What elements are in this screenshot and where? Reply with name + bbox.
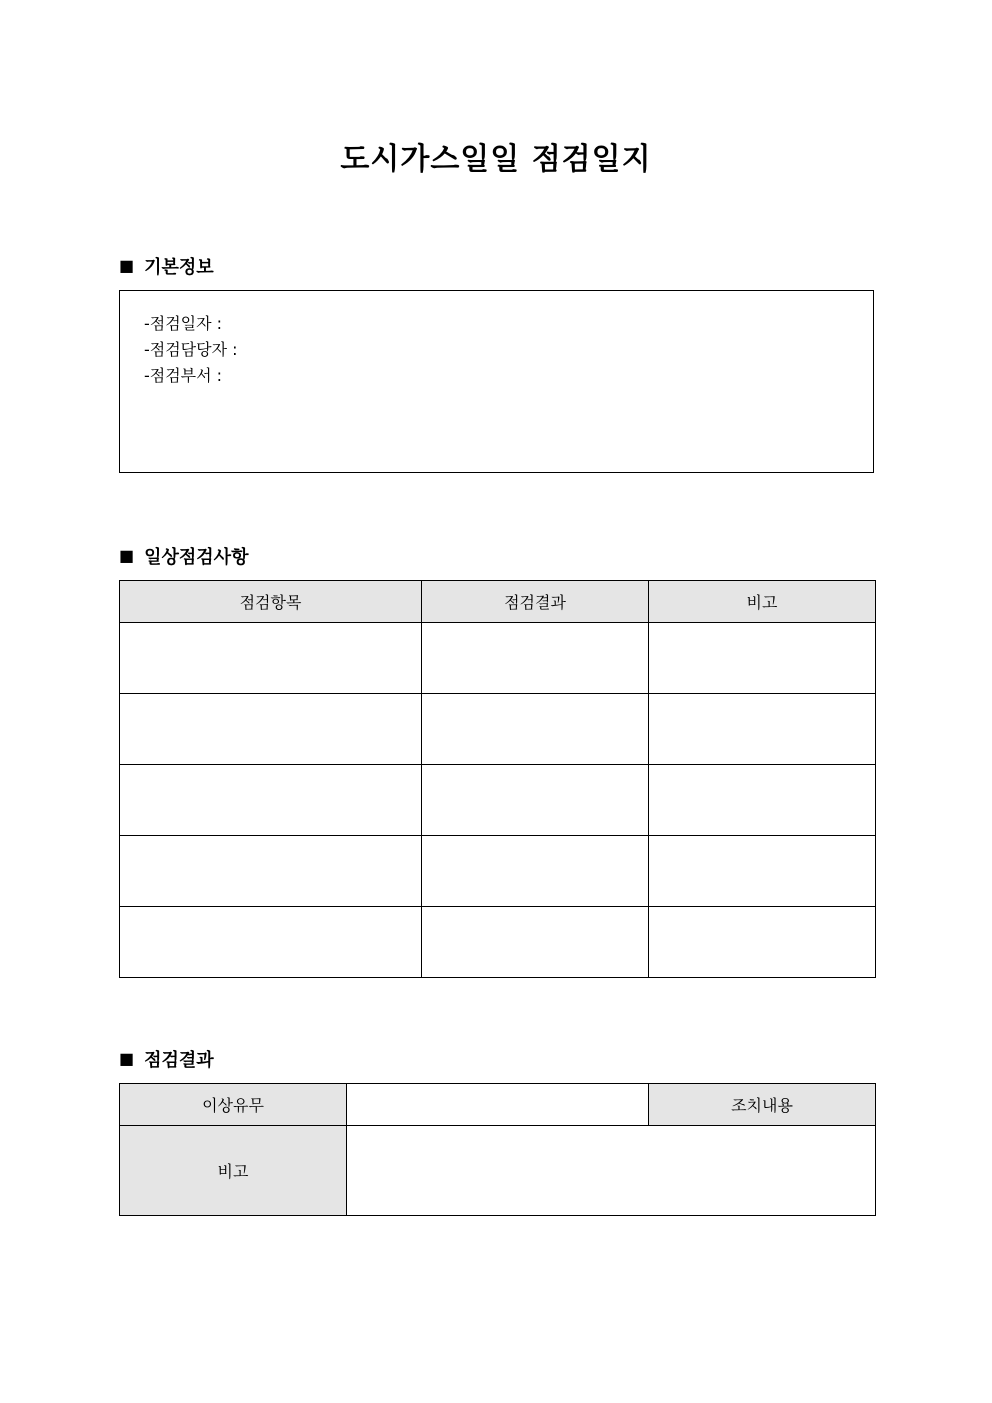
header-remarks: 비고 <box>649 581 876 623</box>
document-title: 도시가스일일 점검일지 <box>340 142 652 177</box>
table-row <box>120 836 876 907</box>
section-heading-label: 기본정보 <box>144 257 214 278</box>
section-heading-label: 일상점검사항 <box>144 547 249 568</box>
action-label: 조치내용 <box>649 1084 876 1126</box>
check-result-cell[interactable] <box>422 836 649 907</box>
check-item-cell[interactable] <box>120 623 422 694</box>
square-bullet-icon: ■ <box>119 1049 135 1068</box>
section-heading-basic-info <box>119 253 214 279</box>
remarks-cell[interactable] <box>649 623 876 694</box>
square-bullet-icon: ■ <box>119 546 135 565</box>
table-header-row <box>120 581 876 623</box>
check-item-cell[interactable] <box>120 765 422 836</box>
check-result-cell[interactable] <box>422 907 649 978</box>
check-item-cell[interactable] <box>120 694 422 765</box>
square-bullet-icon: ■ <box>119 256 135 275</box>
result-row <box>120 1084 876 1126</box>
header-check-result: 점검결과 <box>422 581 649 623</box>
inspection-date-line: -점검일자 : <box>144 314 223 333</box>
table-row <box>120 765 876 836</box>
remarks-cell[interactable] <box>649 907 876 978</box>
check-result-cell[interactable] <box>422 694 649 765</box>
table-row <box>120 623 876 694</box>
abnormal-value-cell[interactable] <box>347 1084 649 1126</box>
inspector-line: -점검담당자 : <box>144 340 238 359</box>
remarks-value-cell[interactable] <box>347 1126 876 1216</box>
basic-info-box <box>119 290 874 473</box>
result-table <box>119 1083 876 1216</box>
section-heading-label: 점검결과 <box>144 1050 214 1071</box>
remarks-cell[interactable] <box>649 694 876 765</box>
section-heading-daily-check <box>119 543 248 569</box>
remarks-label: 비고 <box>120 1126 347 1216</box>
abnormal-label: 이상유무 <box>120 1084 347 1126</box>
remarks-row <box>120 1126 876 1216</box>
remarks-cell[interactable] <box>649 836 876 907</box>
header-check-item: 점검항목 <box>120 581 422 623</box>
check-item-cell[interactable] <box>120 836 422 907</box>
department-line: -점검부서 : <box>144 366 223 385</box>
table-row <box>120 694 876 765</box>
check-item-cell[interactable] <box>120 907 422 978</box>
remarks-cell[interactable] <box>649 765 876 836</box>
check-result-cell[interactable] <box>422 765 649 836</box>
section-heading-result <box>119 1046 214 1072</box>
check-result-cell[interactable] <box>422 623 649 694</box>
daily-check-table <box>119 580 876 978</box>
table-row <box>120 907 876 978</box>
